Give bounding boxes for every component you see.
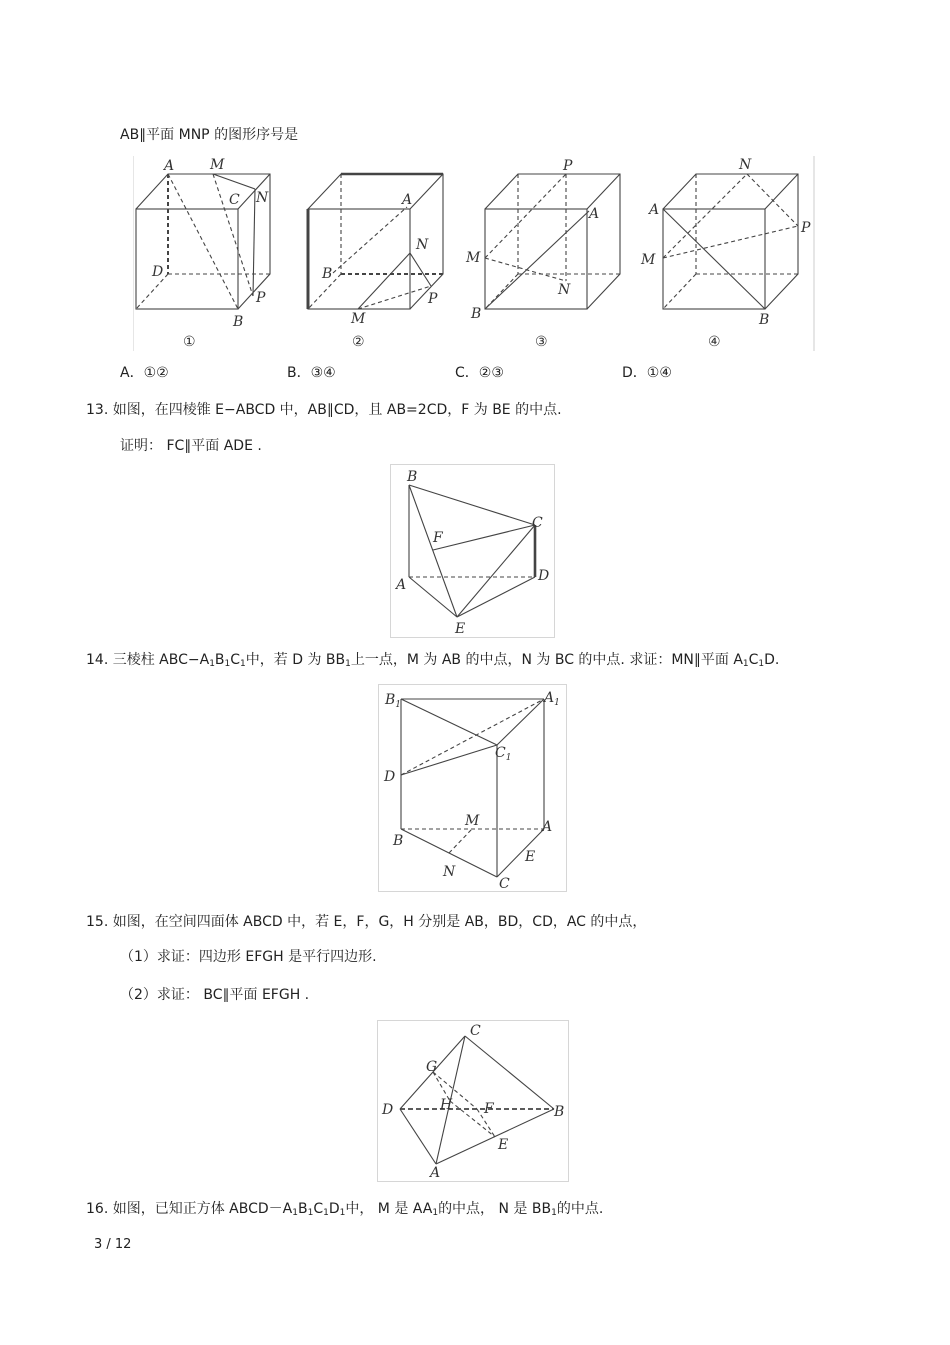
q12-option-c: C．②③ bbox=[455, 365, 504, 381]
q15-label-C: C bbox=[470, 1023, 481, 1039]
figure-1 bbox=[136, 174, 270, 309]
figure-4 bbox=[663, 174, 798, 309]
fig1-label-A: A bbox=[164, 158, 175, 174]
q15-label-F: F bbox=[484, 1101, 494, 1117]
fig4-number: ④ bbox=[708, 334, 721, 350]
q13-label-B: B bbox=[407, 469, 418, 485]
fig1-label-N: N bbox=[256, 190, 269, 206]
q14-label-E: E bbox=[525, 849, 536, 865]
q15-part2: （2）求证： BC∥平面 EFGH . bbox=[120, 987, 310, 1003]
q14-label-B: B bbox=[393, 833, 404, 849]
figure-2-labels bbox=[321, 192, 438, 350]
fig4-label-P: P bbox=[801, 220, 811, 236]
fig3-label-B: B bbox=[471, 306, 482, 322]
q14-stem: 14. 三棱柱 $ABC-A_1B_1C_1$中，若 D 为 $BB_1$上一点，M 为 AB 的中点，N 为 BC 的中点. 求证：MN∥平面 $A_1C_1D$. bbox=[86, 652, 780, 669]
q12-figures bbox=[133, 156, 815, 351]
page-number: 3 / 12 bbox=[94, 1237, 132, 1252]
fig3-label-N: N bbox=[558, 282, 571, 298]
fig2-label-A: A bbox=[402, 192, 413, 208]
fig1-label-D: D bbox=[152, 264, 164, 280]
q12-option-d: D．①④ bbox=[622, 365, 672, 381]
q14-label-M: M bbox=[465, 813, 480, 829]
fig2-label-M: M bbox=[351, 311, 366, 327]
q15-label-H: H bbox=[440, 1097, 453, 1113]
q15-stem: 15. 如图，在空间四面体 ABCD 中，若 E，F，G，H 分别是 AB，BD，CD，AC 的中点， bbox=[86, 914, 647, 930]
fig2-label-B: B bbox=[322, 266, 333, 282]
q16-stem: 16. 如图，已知正方体 $ABCD-A_1B_1C_1D_1$中， M 是 $AA_1$的中点， N 是 $BB_1$的中点. bbox=[86, 1201, 604, 1218]
figure-4-labels bbox=[640, 157, 811, 350]
q15-part1: （1）求证：四边形 EFGH 是平行四边形. bbox=[120, 949, 377, 965]
fig4-label-B: B bbox=[759, 312, 770, 328]
q14-label-B1: $B_1$ bbox=[385, 692, 402, 710]
q15-label-G: G bbox=[426, 1059, 438, 1075]
q13-label-F: F bbox=[433, 530, 443, 546]
q14-label-C: C bbox=[499, 876, 510, 891]
q13-label-A: A bbox=[396, 577, 407, 593]
fig2-label-N: N bbox=[416, 237, 429, 253]
q13-label-C: C bbox=[532, 515, 543, 531]
fig3-label-P: P bbox=[563, 158, 573, 174]
q12-stem-tail: AB∥平面 MNP 的图形序号是 bbox=[120, 127, 299, 143]
fig1-label-M: M bbox=[210, 157, 225, 173]
q15-label-B: B bbox=[554, 1104, 565, 1120]
fig4-label-N: N bbox=[739, 157, 752, 173]
q13-prove: 证明： FC∥平面 ADE . bbox=[120, 438, 262, 454]
fig1-label-B: B bbox=[233, 314, 244, 330]
q13-figure bbox=[390, 464, 555, 638]
fig3-label-M: M bbox=[466, 250, 481, 266]
fig1-label-P: P bbox=[256, 290, 266, 306]
q12-option-a: A．①② bbox=[120, 365, 169, 381]
q14-figure bbox=[378, 684, 567, 892]
q14-label-C1: $C_1$ bbox=[495, 745, 512, 763]
q13-label-E: E bbox=[455, 621, 466, 637]
q14-label-A1: $A_1$ bbox=[544, 690, 560, 708]
q14-label-D: D bbox=[384, 769, 396, 785]
fig2-label-P: P bbox=[428, 291, 438, 307]
fig4-label-A: A bbox=[649, 202, 660, 218]
q15-label-A: A bbox=[430, 1165, 441, 1181]
q12-option-b: B．③④ bbox=[287, 365, 336, 381]
q15-figure bbox=[377, 1020, 569, 1182]
figure-3 bbox=[485, 174, 620, 309]
fig1-number: ① bbox=[183, 334, 196, 350]
fig3-number: ③ bbox=[535, 334, 548, 350]
q13-label-D: D bbox=[538, 568, 550, 584]
fig4-label-M: M bbox=[641, 252, 656, 268]
fig3-label-A: A bbox=[589, 206, 600, 222]
q13-stem: 13. 如图，在四棱锥 E−ABCD 中，AB∥CD，且 AB=2CD，F 为 BE 的中点. bbox=[86, 402, 562, 418]
q14-label-A: A bbox=[542, 819, 553, 835]
q14-label-N: N bbox=[443, 864, 456, 880]
q15-label-E: E bbox=[498, 1137, 509, 1153]
fig1-label-C: C bbox=[229, 192, 240, 208]
q15-label-D: D bbox=[382, 1102, 394, 1118]
fig2-number: ② bbox=[352, 334, 365, 350]
